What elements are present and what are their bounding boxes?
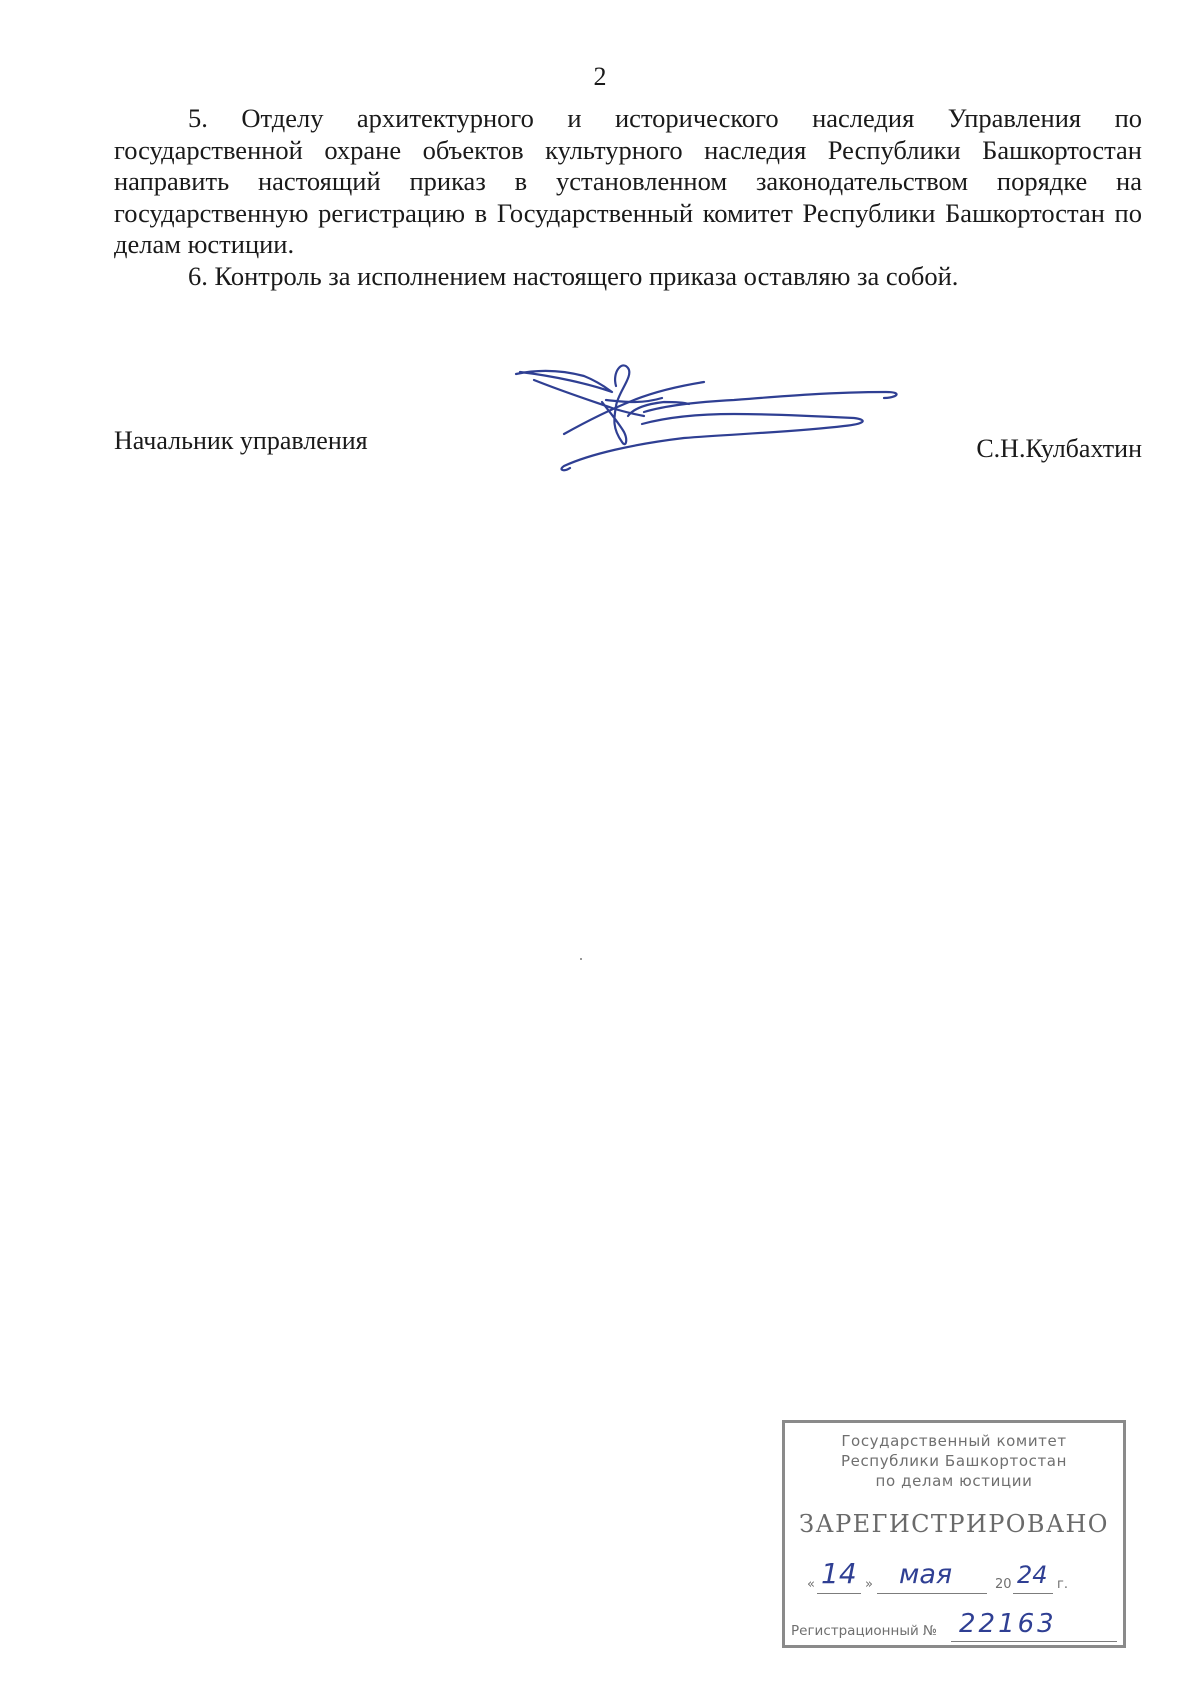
stamp-quote-close: »	[865, 1577, 873, 1592]
stamp-organization	[785, 1431, 1123, 1491]
stamp-day: 14	[821, 1557, 857, 1590]
page-number: 2	[593, 62, 607, 91]
signatory-name: С.Н.Кулбахтин	[976, 434, 1142, 463]
stamp-org-line1: Государственный комитет	[841, 1432, 1067, 1450]
stamp-reg-label: Регистрационный №	[791, 1623, 938, 1639]
signature-block	[114, 380, 1142, 490]
stamp-day-line	[817, 1593, 861, 1594]
paragraph-5: 5. Отделу архитектурного и исторического наследия Управления по государственной охране объектов культурного наследия Республики Башкортостан направить настоящий приказ в установленном законодательством порядке на государственную регистрацию в Государственный комитет Республики Башкортостан по делам юстиции.	[114, 103, 1142, 259]
registration-stamp	[782, 1420, 1126, 1648]
signatory-title: Начальник управления	[114, 426, 368, 455]
stamp-reg-line	[951, 1641, 1117, 1642]
stamp-registration	[791, 1609, 1121, 1645]
stamp-org-line2: Республики Башкортостан	[840, 1452, 1068, 1470]
stamp-year-prefix: 20	[995, 1577, 1012, 1592]
scan-speck	[580, 958, 582, 960]
stamp-reg-number: 22163	[959, 1609, 1057, 1639]
stamp-month: мая	[899, 1559, 953, 1590]
stamp-date	[807, 1557, 1107, 1603]
stamp-year-line	[1013, 1593, 1053, 1594]
stamp-year-unit: г.	[1057, 1577, 1068, 1592]
stamp-status: ЗАРЕГИСТРИРОВАНО	[799, 1510, 1109, 1538]
document-body	[114, 103, 1142, 292]
stamp-quote-open: «	[807, 1577, 815, 1592]
stamp-org-line3: по делам юстиции	[875, 1472, 1033, 1490]
paragraph-6: 6. Контроль за исполнением настоящего приказа оставляю за собой.	[188, 260, 959, 291]
handwritten-signature	[494, 362, 914, 492]
stamp-year-suffix: 24	[1017, 1561, 1048, 1589]
stamp-month-line	[877, 1593, 987, 1594]
